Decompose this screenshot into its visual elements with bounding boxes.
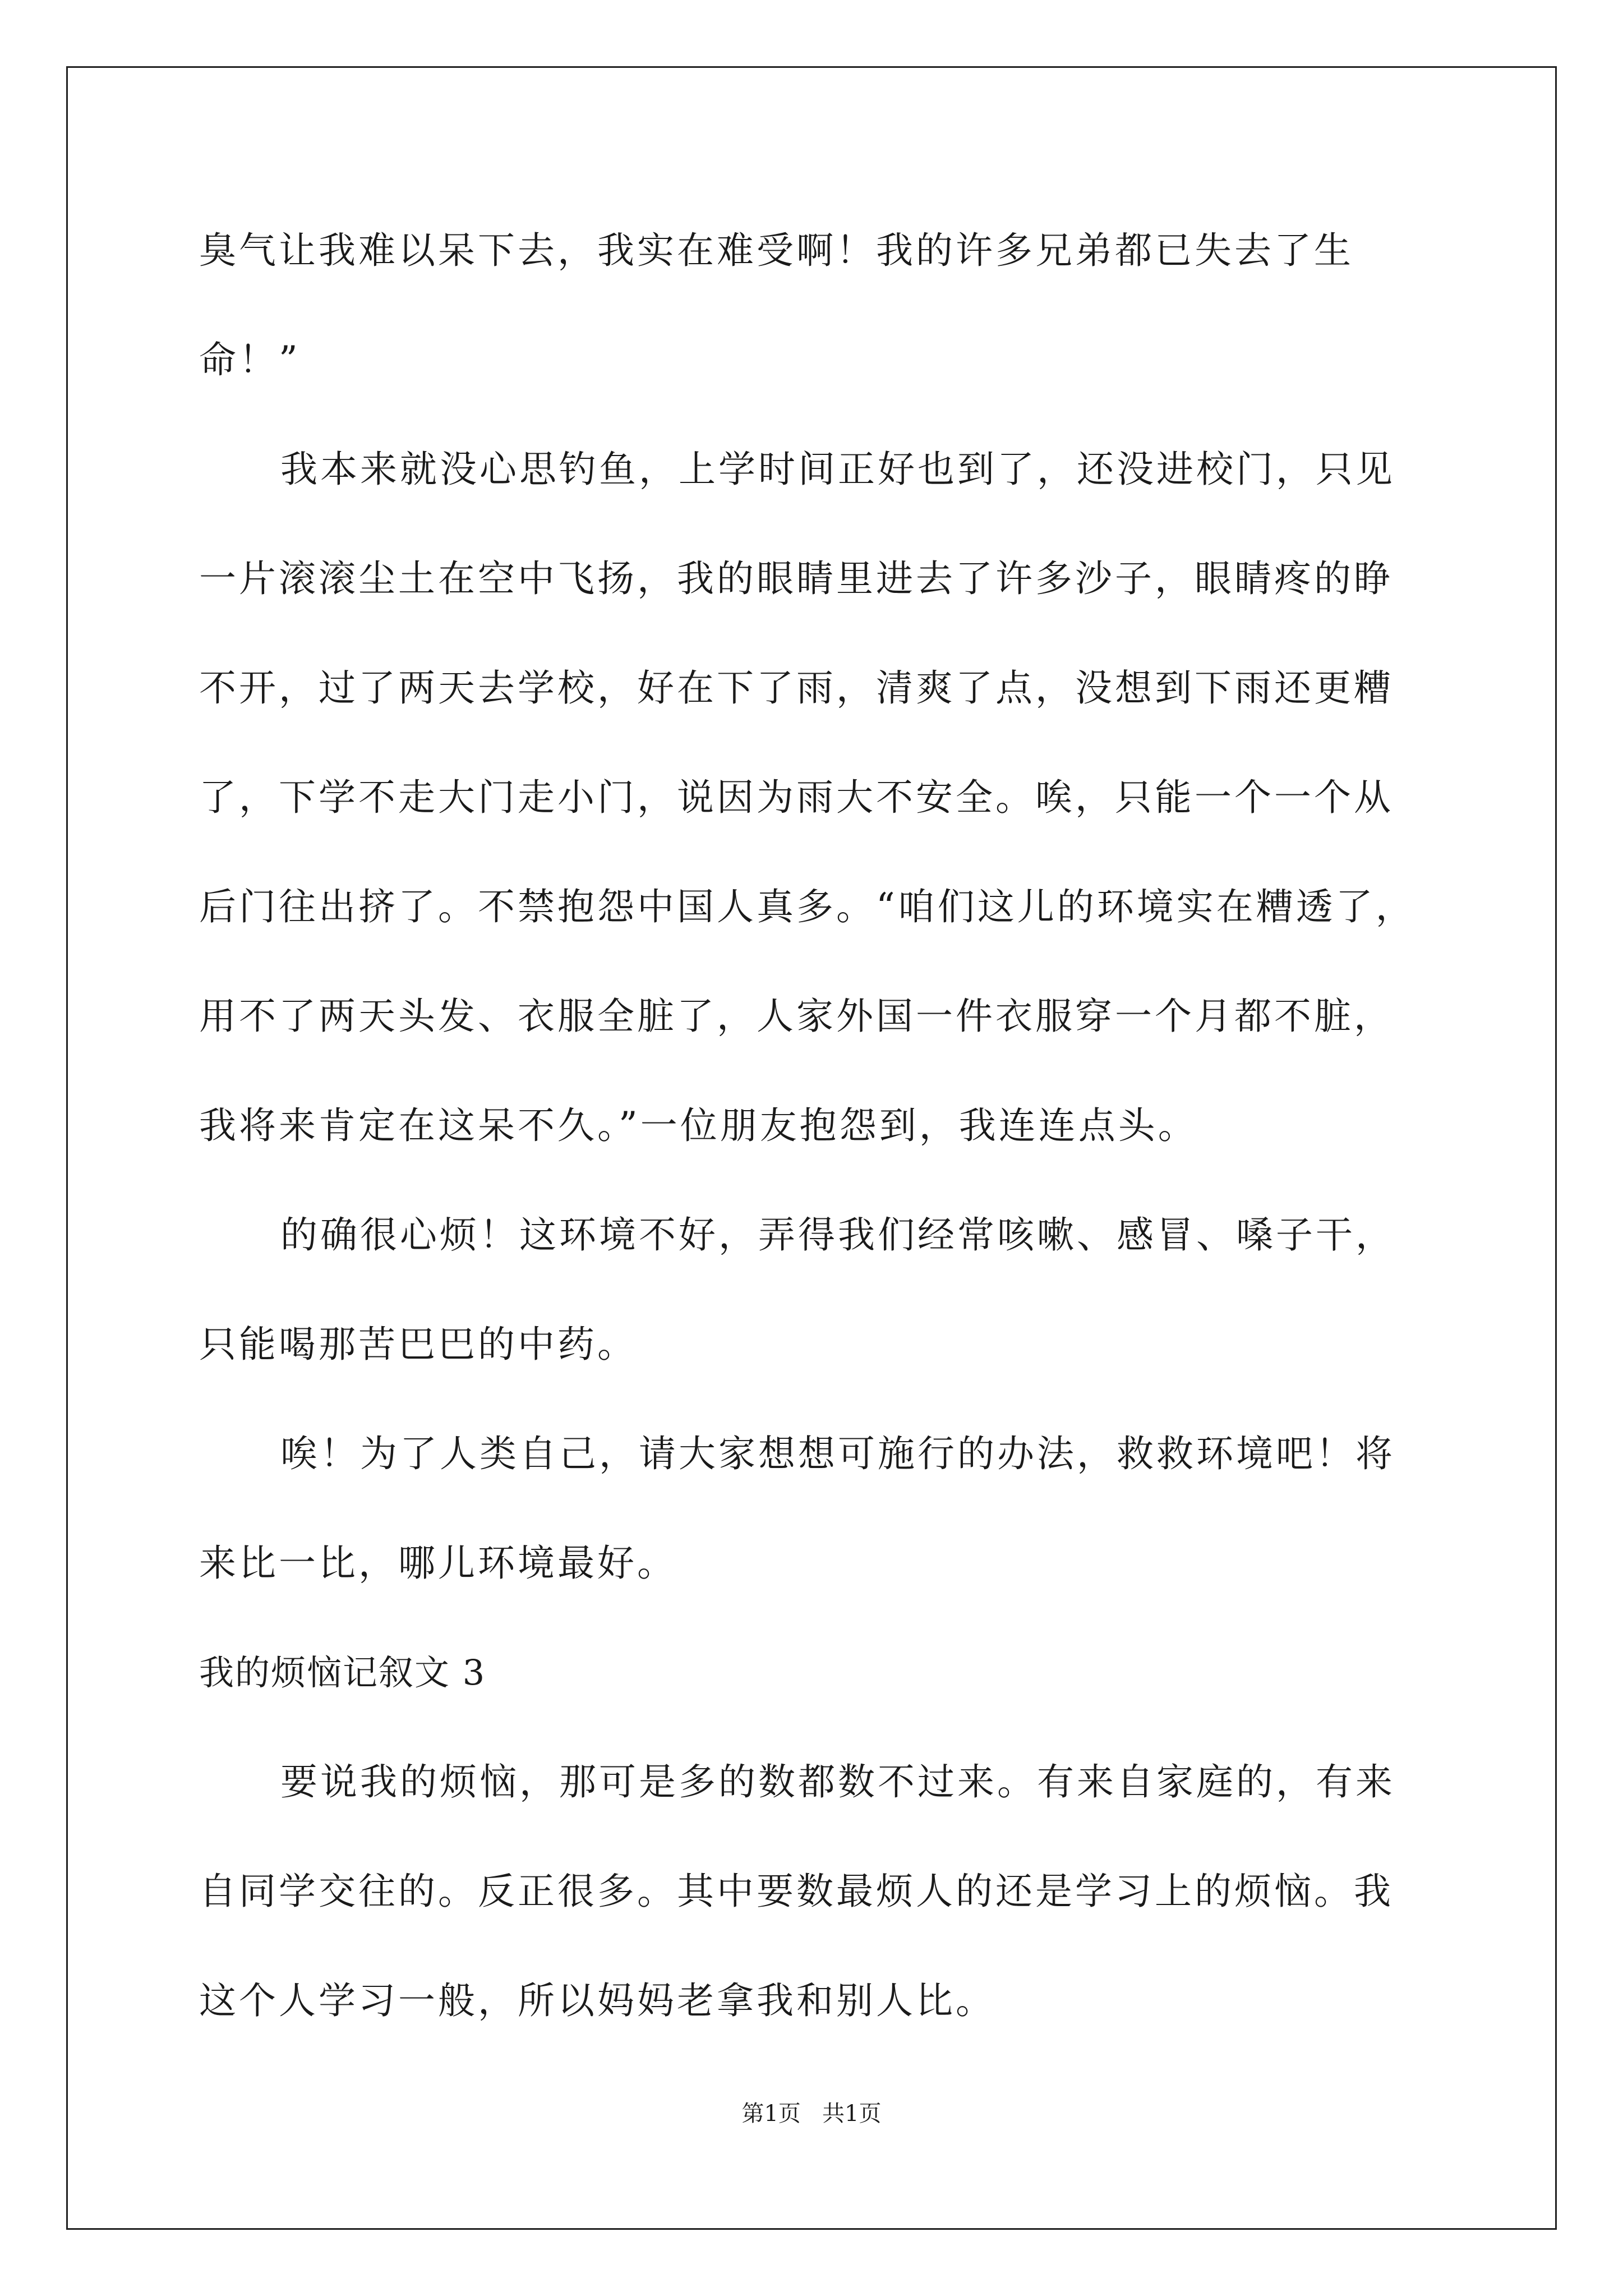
text-line: 这个人学习一般，所以妈妈老拿我和别人比。 — [199, 1979, 995, 2022]
text-line: 来比一比，哪儿环境最好。 — [199, 1542, 677, 1585]
text-line: 我将来肯定在这呆不久。”一位朋友抱怨到，我连连点头。 — [199, 1104, 1198, 1147]
text-line: 不开，过了两天去学校，好在下了雨，清爽了点，没想到下雨还更糟 — [199, 666, 1394, 710]
paragraph-start-line: 要说我的烦恼，那可是多的数都数不过来。有来自家庭的，有来 — [280, 1760, 1395, 1803]
paragraph-start-line: 的确很心烦！这环境不好，弄得我们经常咳嗽、感冒、嗓子干， — [280, 1213, 1395, 1257]
text-line: 一片滚滚尘土在空中飞扬，我的眼睛里进去了许多沙子，眼睛疼的睁 — [199, 557, 1394, 600]
page-number-footer: 第1页 共1页 — [741, 2101, 882, 2127]
section-heading: 我的烦恼记叙文 3 — [199, 1652, 486, 1693]
paragraph-start-line: 我本来就没心思钓鱼，上学时间正好也到了，还没进校门，只见 — [280, 448, 1395, 491]
text-line: 臭气让我难以呆下去，我实在难受啊！我的许多兄弟都已失去了生 — [199, 229, 1354, 272]
paragraph-start-line: 唉！为了人类自己，请大家想想可施行的办法，救救环境吧！将 — [280, 1432, 1395, 1475]
text-line: 用不了两天头发、衣服全脏了，人家外国一件衣服穿一个月都不脏， — [199, 995, 1394, 1038]
text-line: 自同学交往的。反正很多。其中要数最烦人的还是学习上的烦恼。我 — [199, 1870, 1394, 1913]
text-line: 后门往出挤了。不禁抱怨中国人真多。“咱们这儿的环境实在糟透了， — [199, 885, 1415, 928]
text-line: 命！” — [199, 338, 301, 381]
text-line: 只能喝那苦巴巴的中药。 — [199, 1323, 637, 1366]
text-line: 了，下学不走大门走小门，说因为雨大不安全。唉，只能一个一个从 — [199, 776, 1394, 819]
document-body — [199, 213, 1461, 2073]
